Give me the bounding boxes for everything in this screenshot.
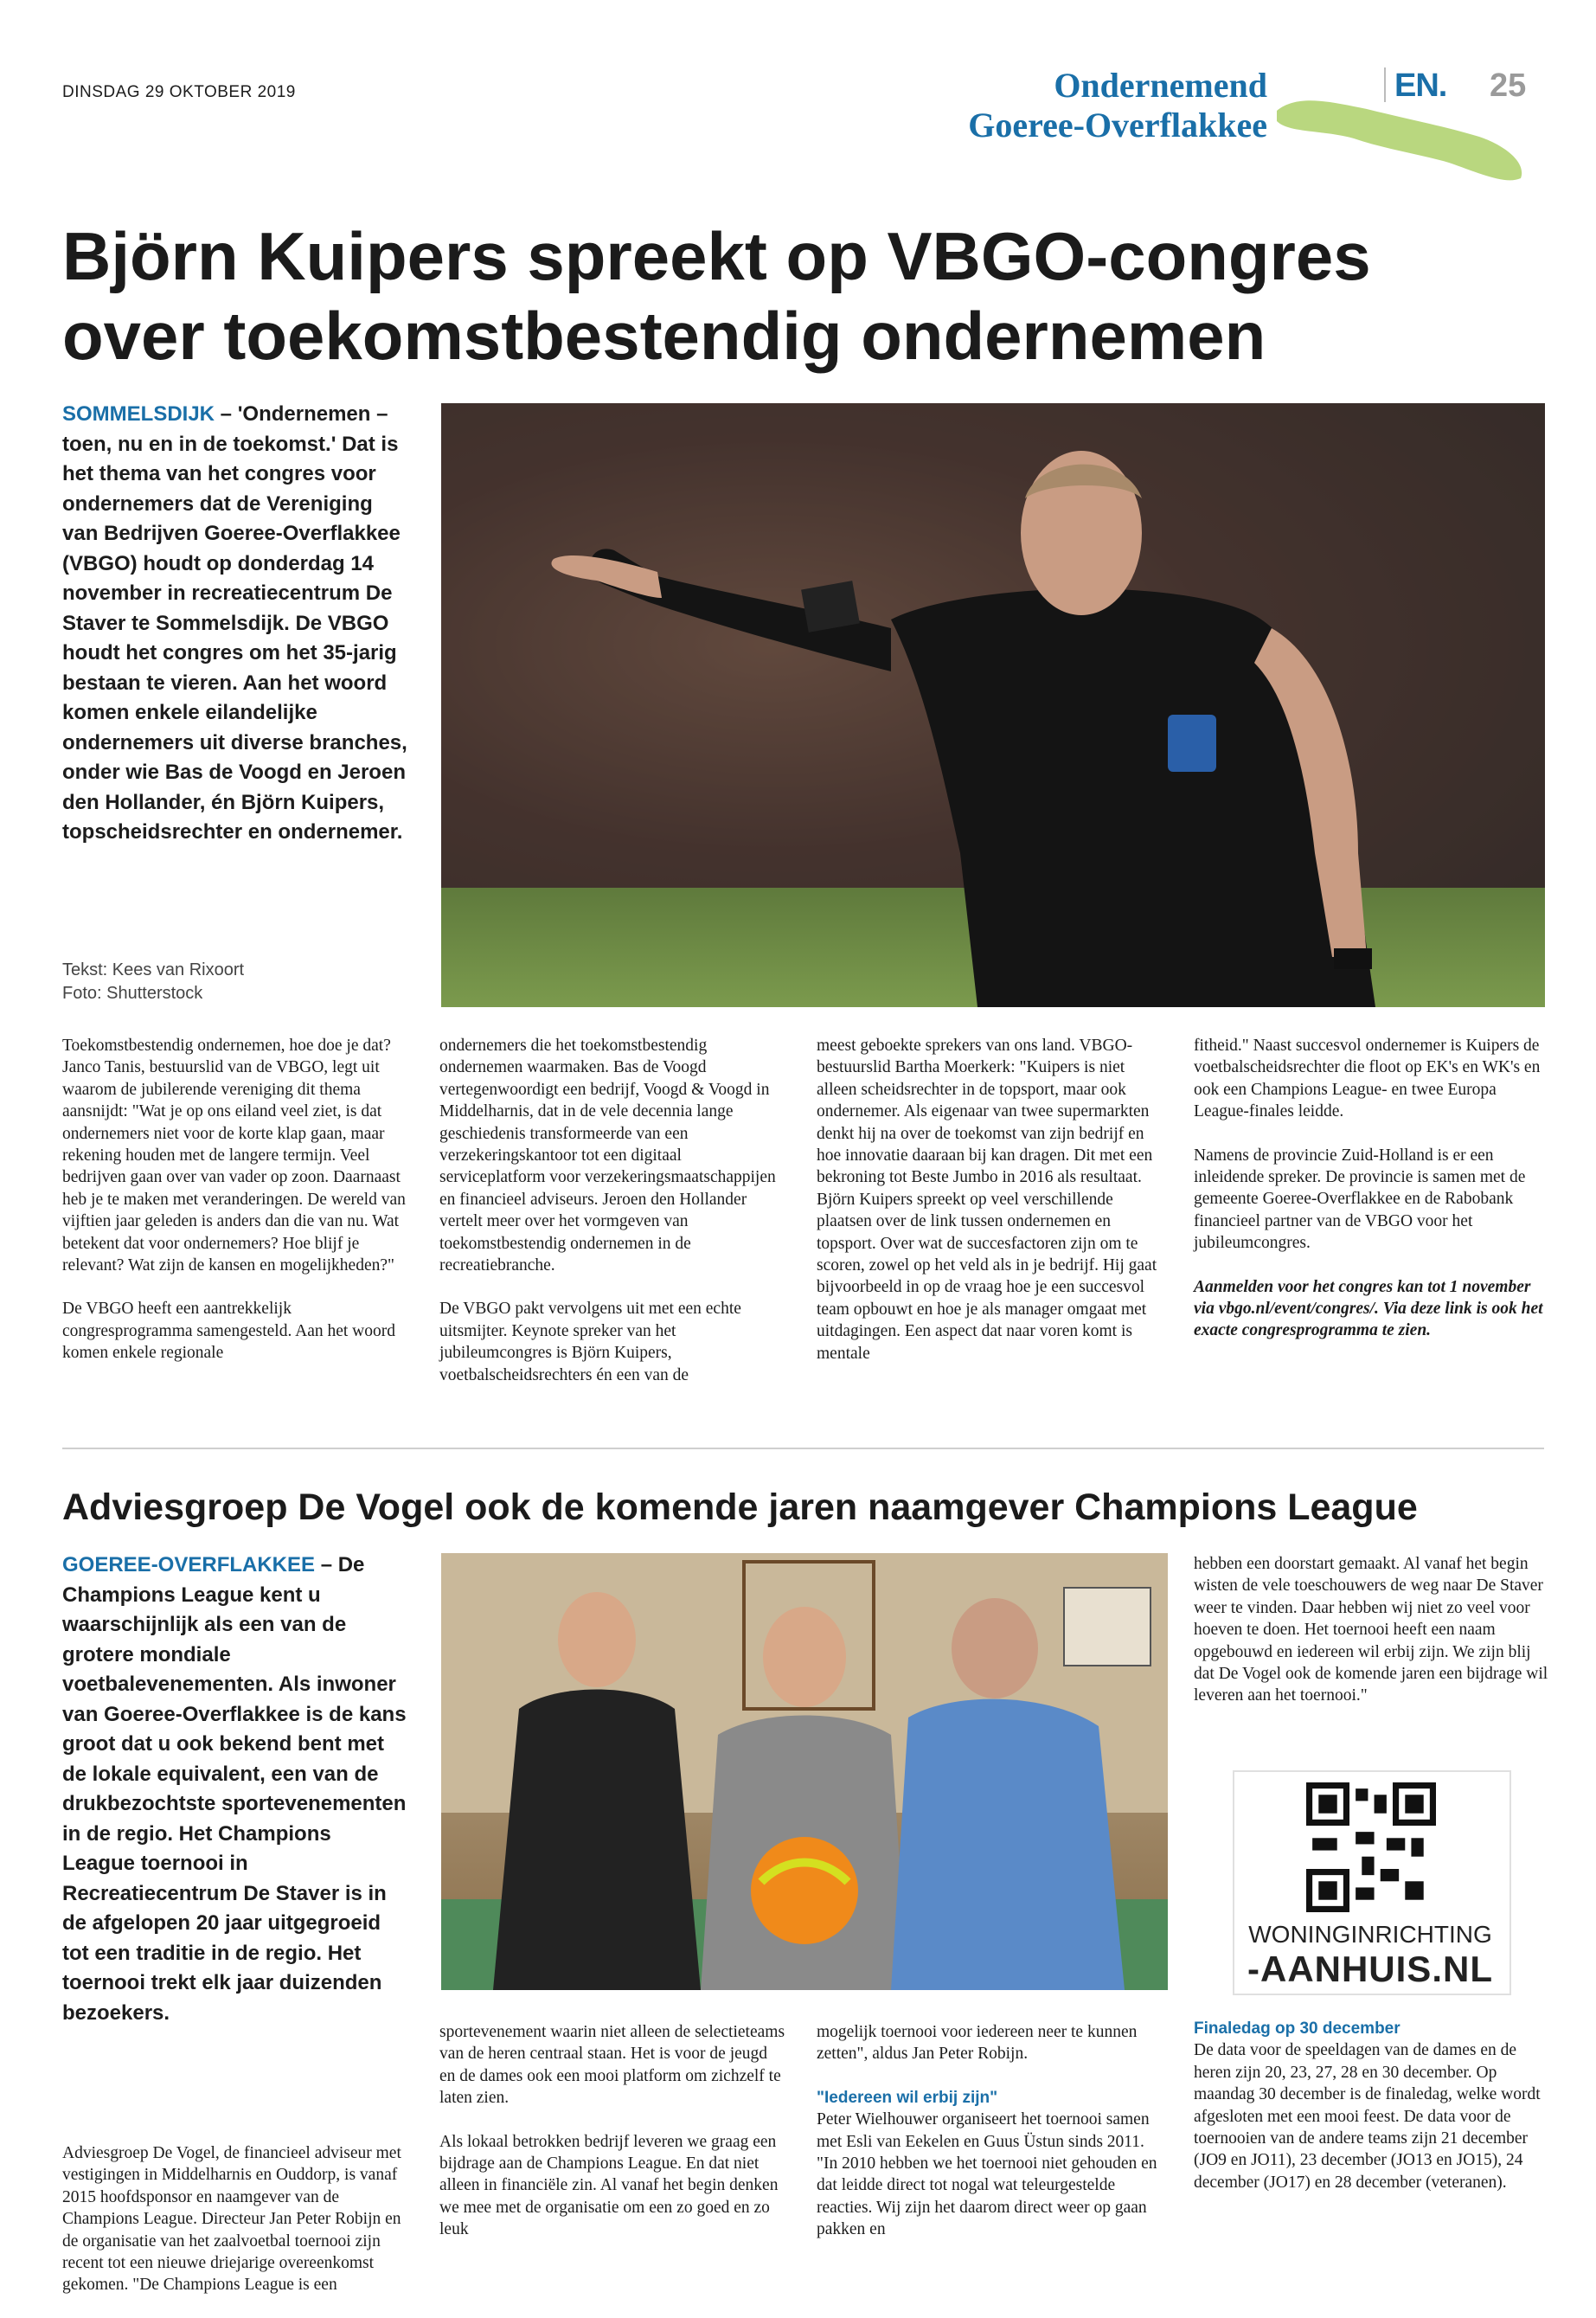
ad-line1: WONINGINRICHTING	[1248, 1921, 1492, 1948]
group-photo	[441, 1553, 1168, 1990]
masthead-line2: Goeree-Overflakkee	[968, 106, 1267, 144]
article1-credits	[62, 959, 244, 1005]
masthead-line1: Ondernemend	[1054, 66, 1267, 105]
issue-date: DINSDAG 29 OKTOBER 2019	[62, 83, 296, 101]
masthead	[968, 66, 1267, 145]
subheading: Finaledag op 30 december	[1194, 2019, 1401, 2038]
article1-column-3	[817, 1035, 1163, 1386]
paragraph: Toekomstbestendig ondernemen, hoe doe je dat? Janco Tanis, bestuurslid van de VBGO, legt uit waarom de jubilerende vereniging dit thema aansnijdt: "Wat je op ons eiland veel ziet, is dat ondernemers niet voor de korte klap gaan, maar rekening houden met de langere termijn. Veel bedrijven gaan over van vader op zoon. Daarnaast heb je te maken met veranderingen. De wereld van vijftien jaar geleden is anders dan die van nu. Wat betekent dat voor ondernemers? Hoe blijf je relevant? Wat zijn de kansen en mogelijkheden?"	[62, 1037, 406, 1275]
paragraph: hebben een doorstart gemaakt. Al vanaf het begin wisten de vele toeschouwers de weg naar De Staver weer te vinden. Daar hebben wij niet zo veel voor hoeven te doen. Het toernooi heeft een naam opgebouwd en iedereen wil erbij zijn. We zijn blij dat De Vogel ook de komende jaren een bijdrage wil leveren aan het toernooi."	[1194, 1555, 1548, 1705]
paragraph: De VBGO heeft een aantrekkelijk congresprogramma samengesteld. Aan het woord komen enkele regionale	[62, 1300, 396, 1363]
article1-column-4	[1194, 1035, 1548, 1364]
ad-line2: -AANHUIS.NL	[1247, 1949, 1493, 1989]
man-right-head	[952, 1598, 1038, 1698]
paragraph: Namens de provincie Zuid-Holland is er een inleidende spreker. De provincie is samen met de gemeente Goeree-Overflakkee en de Rabobank financieel partner van de VBGO voor het jubileumcongres.	[1194, 1146, 1526, 1253]
article2-headline: Adviesgroep De Vogel ook de komende jaren naamgever Champions League	[62, 1486, 1418, 1528]
article1-lead	[62, 400, 408, 848]
watch-icon	[1334, 948, 1372, 969]
paragraph: mogelijk toernooi voor iedereen neer te kunnen zetten", aldus Jan Peter Robijn.	[817, 2023, 1138, 2064]
article1-headline	[62, 216, 1550, 376]
basketball-board	[1064, 1588, 1151, 1666]
article2-column-2	[439, 2021, 785, 2263]
congress-registration-note: Aanmelden voor het congres kan tot 1 november via vbgo.nl/event/congres/. Via deze link is ook het exacte congresprogramma te zien.	[1194, 1277, 1543, 1340]
article2-column-4-top	[1194, 1553, 1548, 1729]
masthead-separator	[1384, 67, 1386, 102]
subheading: "Iedereen wil erbij zijn"	[817, 2088, 998, 2107]
article1-column-1	[62, 1035, 408, 1386]
man-left-head	[558, 1592, 636, 1687]
section-divider	[62, 1448, 1544, 1449]
en-logo: EN.	[1394, 67, 1447, 104]
qr-code-icon[interactable]	[1306, 1782, 1436, 1912]
football-icon	[751, 1837, 858, 1944]
paragraph: Adviesgroep De Vogel, de financieel adviseur met vestigingen in Middelharnis en Ouddorp, is vanaf 2015 hoofdsponsor en naamgever van de Champions League. Directeur Jan Peter Robijn en de organisatie van het zaalvoetbal toernooi zijn recent tot een nieuwe driejarige overeenkomst gekomen. "De Champions League is een	[62, 2144, 401, 2295]
paragraph: De VBGO pakt vervolgens uit met een echte uitsmijter. Keynote spreker van het jubileumcongres is Björn Kuipers, voetbalscheidsrechters én een van de	[439, 1300, 741, 1384]
man-left-body	[493, 1690, 701, 1991]
dateline: SOMMELSDIJK	[62, 402, 215, 426]
lead-text: – 'Ondernemen – toen, nu en in de toekomst.' Dat is het thema van het congres voor ondernemers dat de Vereniging van Bedrijven Goeree-Overflakkee (VBGO) houdt op donderdag 14 november in recreatiecentrum De Staver te Sommelsdijk. De VBGO houdt het congres om het 35-jarig bestaan te vieren. Aan het woord komen enkele eilandelijke ondernemers uit diverse branches, onder wie Bas de Voogd en Jeroen den Hollander, én Björn Kuipers, topscheidsrechter en ondernemer.	[62, 402, 407, 844]
man-middle-head	[763, 1607, 846, 1707]
credit-text: Tekst: Kees van Rixoort	[62, 960, 245, 979]
credit-photo: Foto: Shutterstock	[62, 984, 203, 1003]
paragraph: De data voor de speeldagen van de dames en de heren zijn 20, 23, 27, 28 en 30 december. Op maandag 30 december is de finaledag, welke wordt afgesloten met een mooi feest. De data voor de toernooien van de andere teams zijn 21 december (JO9 en JO11), 23 december (JO13 en JO15), 24 december (JO17) en 28 december (veteranen).	[1194, 2041, 1541, 2192]
fifa-badge-icon	[1168, 715, 1216, 772]
article2-column-1	[62, 2142, 408, 2318]
paragraph: sportevenement waarin niet alleen de selectieteams van de heren centraal staan. Het is voor de jeugd en de dames ook een mooi platform om zichzelf te laten zien.	[439, 2023, 785, 2108]
referee-photo	[441, 403, 1545, 1007]
page-number: 25	[1490, 67, 1527, 104]
lead-text: – De Champions League kent u waarschijnlijk als een van de grotere mondiale voetbalevenementen. Als inwoner van Goeree-Overflakkee is de kans groot dat u ook bekend bent met de lokale equivalent, een van de drukbezochtste sportevenementen in de regio. Het Champions League toernooi in Recreatiecentrum De Staver is in de afgelopen 20 jaar uitgegroeid tot een traditie in de regio. Het toernooi trekt elk jaar duizenden bezoekers.	[62, 1553, 407, 2025]
paragraph: ondernemers die het toekomstbestendig ondernemen waarmaken. Bas de Voogd vertegenwoordigt een bedrijf, Voogd & Voogd in Middelharnis, dat in de vele decennia lange geschiedenis transformeerde van een verzekeringskantoor tot een digitaal serviceplatform voor verzekeringsmaatschappijen en financieel adviseurs. Jeroen den Hollander vertelt meer over het vormgeven van toekomstbestendig ondernemen in de recreatiebranche.	[439, 1037, 776, 1275]
article2-column-3	[817, 2021, 1163, 2263]
paragraph: meest geboekte sprekers van ons land. VBGO-bestuurslid Bartha Moerkerk: "Kuipers is niet alleen scheidsrechter in de topsport, maar ook ondernemer. Als eigenaar van twee supermarkten denkt hij na over de toekomst van zijn bedrijf en hoe innovatie daaraan bij kan dragen. Dit met een bekroning tot Beste Jumbo in 2016 als resultaat. Björn Kuipers spreekt op veel verschillende plaatsen over de link tussen ondernemen en topsport. Over wat de succesfactoren zijn om te scoren, zowel op het veld als in je bedrijf. Hij gaat bijvoorbeeld in op de vraag hoe je een succesvol team opbouwt en hoe je als manager omgaat met uitdagingen. Een aspect dat naar voren komt is mentale	[817, 1037, 1157, 1363]
paragraph: fitheid." Naast succesvol ondernemer is Kuipers de voetbalscheidsrechter die floot op EK's en WK's en ook een Champions League- en twee Europa League-finales leidde.	[1194, 1037, 1541, 1121]
dateline: GOEREE-OVERFLAKKEE	[62, 1553, 316, 1576]
article2-column-4-bottom	[1194, 2018, 1548, 2215]
paragraph: Peter Wielhouwer organiseert het toernooi samen met Esli van Eekelen en Guus Üstun sinds 2011. "In 2010 hebben we het toernooi niet gehouden en dat leidde direct tot nogal wat teleurgestelde reacties. Wij zijn het daarom direct weer op gaan pakken en	[817, 2110, 1157, 2239]
article2-lead	[62, 1551, 408, 2028]
headline-line1: Björn Kuipers spreekt op VBGO-congres	[62, 218, 1371, 294]
headline-line2: over toekomstbestendig ondernemen	[62, 298, 1266, 374]
island-shape	[1277, 100, 1522, 180]
paragraph: Als lokaal betrokken bedrijf leveren we graag een bijdrage aan de Champions League. En dat niet alleen in financiële zin. Al vanaf het begin denken we mee met de organisatie om een zo goed en zo leuk	[439, 2132, 779, 2239]
man-right-body	[891, 1699, 1125, 1990]
article1-column-2	[439, 1035, 785, 1408]
